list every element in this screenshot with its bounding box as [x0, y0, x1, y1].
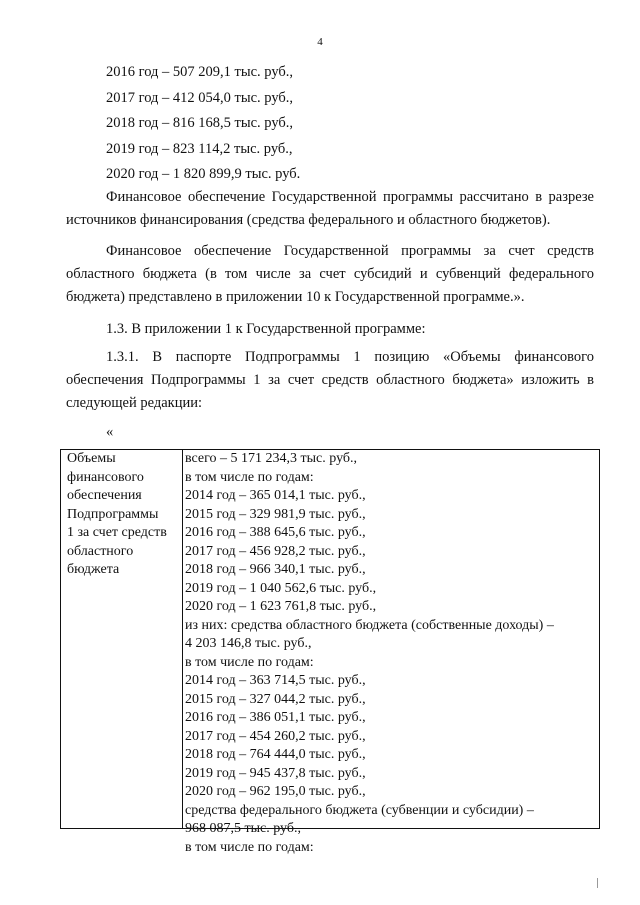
label-line: обеспечения — [67, 488, 142, 503]
label-line: бюджета — [67, 562, 120, 577]
label-line: Подпрограммы — [67, 506, 159, 522]
value-line: 2014 год – 365 014,1 тыс. руб., — [185, 488, 366, 503]
value-line: в том числе по годам: — [185, 654, 314, 670]
value-line: средства федерального бюджета (субвенции и субсидии) – — [185, 802, 534, 818]
value-line: 2020 год – 1 623 761,8 тыс. руб., — [185, 599, 377, 614]
label-line: финансового — [67, 469, 144, 485]
paragraph-regional-budget: Финансовое обеспечение Государственной программы за счет средств областного бюджета (в том числе за счет субсидий и субвенций федерального бюджета) представлено в приложении 10 к Государственной программе.». — [66, 243, 594, 305]
value-line: 968 087,5 тыс. руб., — [185, 821, 301, 836]
year-amount-2017: 2017 год – 412 054,0 тыс. руб., — [106, 89, 294, 106]
value-line: 2019 год – 1 040 562,6 тыс. руб., — [185, 580, 377, 596]
year-amount-2020: 2020 год – 1 820 899,9 тыс. руб. — [106, 166, 301, 182]
value-line: 2018 год – 764 444,0 тыс. руб., — [185, 747, 366, 762]
value-line: в том числе по годам: — [185, 469, 314, 485]
label-line: Объемы — [67, 451, 116, 466]
year-amount-2018: 2018 год – 816 168,5 тыс. руб., — [106, 115, 294, 131]
paragraph-section-1-3: 1.3. В приложении 1 к Государственной программе: — [106, 321, 426, 337]
value-line: в том числе по годам: — [185, 839, 314, 855]
year-amount-list — [106, 62, 300, 190]
value-line: 2016 год – 386 051,1 тыс. руб., — [185, 710, 366, 725]
value-line: 2015 год – 329 981,9 тыс. руб., — [185, 506, 366, 522]
opening-quote: « — [106, 424, 114, 440]
value-line: 4 203 146,8 тыс. руб., — [185, 636, 312, 651]
value-line: 2015 год – 327 044,2 тыс. руб., — [185, 691, 366, 707]
year-amount-2019: 2019 год – 823 114,2 тыс. руб., — [106, 140, 293, 157]
funding-table-label-cell — [61, 450, 183, 828]
paragraph-funding-sources: Финансовое обеспечение Государственной программы рассчитано в разрезе источников финансирования (средства федерального и областного бюджетов). — [66, 189, 594, 228]
scan-mark — [597, 878, 598, 888]
funding-table — [60, 449, 600, 855]
value-line: 2017 год – 454 260,2 тыс. руб., — [185, 728, 366, 744]
funding-table-value-cell — [183, 450, 599, 855]
paragraph-section-1-3-1: 1.3.1. В паспорте Подпрограммы 1 позицию «Объемы финансового обеспечения Подпрограммы 1 за счет средств областного бюджета» изложить в следующей редакции: — [66, 349, 594, 411]
page-number: 4 — [317, 36, 323, 48]
value-line: 2018 год – 966 340,1 тыс. руб., — [185, 562, 366, 577]
value-line: 2016 год – 388 645,6 тыс. руб., — [185, 525, 366, 540]
label-line: областного — [67, 543, 134, 559]
value-line: из них: средства областного бюджета (собственные доходы) – — [185, 617, 554, 633]
value-line: всего – 5 171 234,3 тыс. руб., — [185, 451, 358, 466]
value-line: 2019 год – 945 437,8 тыс. руб., — [185, 765, 366, 781]
value-line: 2020 год – 962 195,0 тыс. руб., — [185, 784, 366, 799]
year-amount-2016: 2016 год – 507 209,1 тыс. руб., — [106, 64, 294, 80]
value-line: 2014 год – 363 714,5 тыс. руб., — [185, 673, 366, 688]
value-line: 2017 год – 456 928,2 тыс. руб., — [185, 543, 366, 559]
label-line: 1 за счет средств — [67, 525, 167, 540]
